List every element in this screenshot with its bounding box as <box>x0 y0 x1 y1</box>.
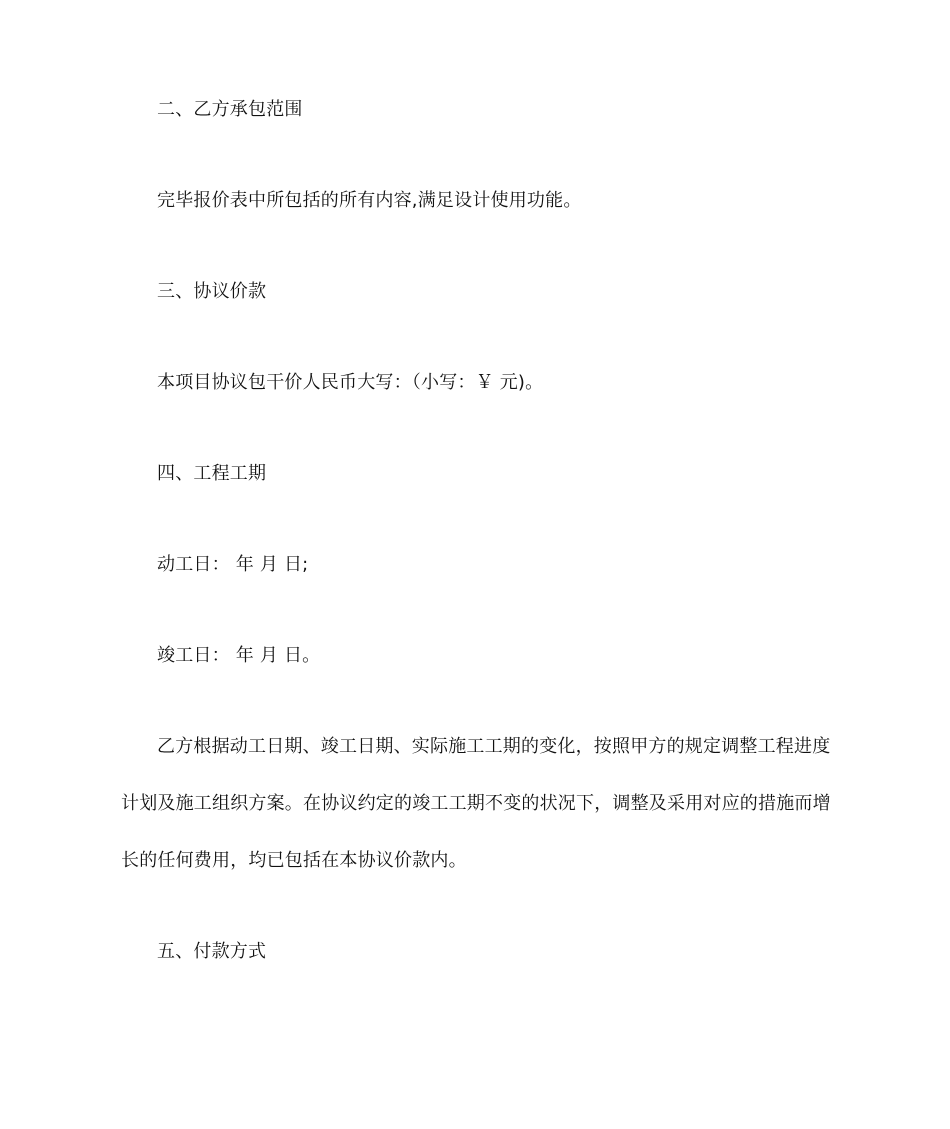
paragraph-schedule-adjustment-line-3: 长的任何费用，均已包括在本协议价款内。 <box>121 850 467 871</box>
section-heading-payment-method: 五、付款方式 <box>157 941 267 962</box>
paragraph-price-amount: 本项目协议包干价人民币大写：（小写：￥ 元)。 <box>157 372 544 393</box>
paragraph-start-date: 动工日： 年 月 日; <box>157 554 309 575</box>
paragraph-schedule-adjustment-line-2: 计划及施工组织方案。在协议约定的竣工工期不变的状况下，调整及采用对应的措施而增 <box>121 793 831 814</box>
paragraph-scope-content: 完毕报价表中所包括的所有内容,满足设计使用功能。 <box>157 190 582 211</box>
section-heading-contract-scope: 二、乙方承包范围 <box>157 99 303 120</box>
paragraph-schedule-adjustment-line-1: 乙方根据动工日期、竣工日期、实际施工工期的变化，按照甲方的规定调整工程进度 <box>157 736 831 757</box>
section-heading-contract-price: 三、协议价款 <box>157 281 267 302</box>
paragraph-completion-date: 竣工日： 年 月 日。 <box>157 645 321 666</box>
section-heading-construction-period: 四、工程工期 <box>157 463 267 484</box>
